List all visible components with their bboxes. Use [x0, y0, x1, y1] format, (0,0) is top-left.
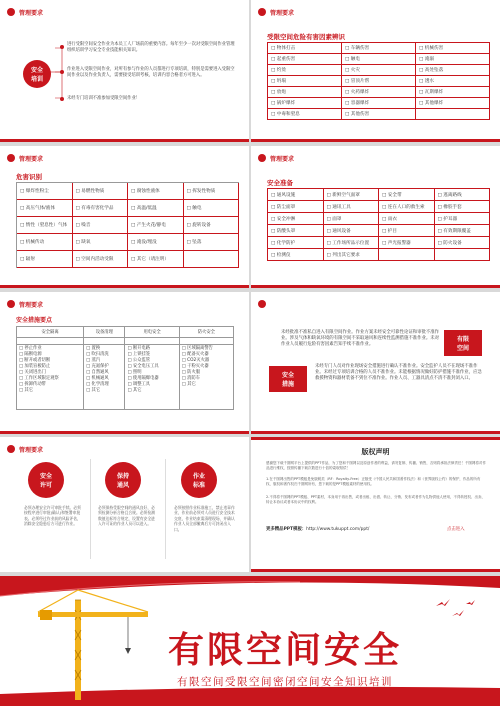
copyright-title: 版权声明 — [361, 448, 390, 456]
table-column-header: 安全隔离 — [17, 327, 84, 338]
confined-space-paragraph: 未经批准不准私自进入有限空间作业。作业方案未经安全可靠性论证和审批不准作业。涉及气体和缺氧环境的有限空间不采取通风和连续性监测措施不准作业。未对作业人员履行危险有害因素告知手续不准作业。 — [281, 330, 440, 348]
safety-preparation-cell: □ 橡胶手套 — [435, 201, 491, 213]
hazard-factor-cell: □ 淹溺 — [416, 54, 490, 65]
hazard-identification-cell: □ 坠落 — [184, 234, 240, 251]
bullet-dot-icon — [7, 300, 15, 308]
safety-preparation-cell: □ 连在人口的救生索 — [379, 201, 435, 213]
header-label: 管理要求 — [19, 446, 44, 454]
bullet-dot-icon — [258, 154, 266, 162]
slide-safety-measures — [0, 292, 249, 434]
safety-preparation-cell: □ 防尘面罩 — [268, 201, 324, 213]
hazard-identification-cell: □ 惰性（窒息性）气体 — [17, 217, 73, 234]
safety-preparation-cell: □ 雨衣 — [379, 213, 435, 225]
hazard-identification-cell: □ 爆炸性粉尘 — [17, 183, 73, 200]
more-templates-label: 更多精品PPT模板： — [266, 527, 307, 532]
safety-preparation-cell: □ 检测仪 — [268, 249, 324, 261]
hazard-factor-cell: □ 瓦斯爆炸 — [416, 87, 490, 98]
hazard-identification-cell: □ 淹没/埋没 — [128, 234, 184, 251]
slide-title: 受限空间危险有害因素辨识 — [267, 33, 345, 41]
safety-preparation-cell: □ 面罩 — [324, 213, 380, 225]
hazard-identification-cell: □ 机械传动 — [17, 234, 73, 251]
hazard-identification-cell: □ 挥发性物质 — [184, 183, 240, 200]
hazard-factor-cell: □ 火药爆炸 — [342, 87, 416, 98]
slide-cover — [0, 576, 500, 706]
slide-copyright — [251, 437, 500, 572]
ventilation-circle: 保持 通风 — [105, 462, 141, 498]
safety-preparation-cell: □ 逃离路线 — [435, 189, 491, 201]
header-label: 管理要求 — [19, 301, 44, 309]
slide-hazard-identification — [0, 146, 249, 288]
table-column-header: 设备清理 — [84, 327, 125, 338]
slide-title: 危害识别 — [16, 173, 42, 181]
header-label: 管理要求 — [19, 9, 44, 17]
training-item-3: 未经专门培训不准参加受限空间作业！ — [67, 96, 141, 101]
slide-header — [258, 5, 294, 19]
header-label: 管理要求 — [270, 155, 295, 163]
hazard-identification-cell: □ 其它（请注明） — [128, 251, 184, 268]
confined-space-badge: 有限 空间 — [444, 330, 482, 356]
safety-preparation-cell: □ 安全冲淋 — [268, 213, 324, 225]
hazard-identification-cell: □ 触电 — [184, 200, 240, 217]
safety-measures-table — [16, 326, 234, 410]
slide-title: 安全措施要点 — [16, 317, 53, 324]
safety-preparation-cell: □ 工作场所品示位置 — [324, 237, 380, 249]
bottom-bar — [0, 139, 249, 142]
safety-preparation-cell: □ 列出其它要求 — [324, 249, 380, 261]
hazard-identification-grid — [16, 182, 239, 268]
safety-preparation-cell: □ 护耳器 — [435, 213, 491, 225]
ventilation-text: 必须保持受限空间的通风良好，必须检测分析合格且合规。必须检测数值达标符合规定，设置有安全进入许可证的作业人员可以进入。 — [98, 505, 155, 527]
hazard-identification-cell: □ 缺氧 — [73, 234, 129, 251]
copyright-body: 感谢您下载千图网平台上提供的PPT作品，为了您和千图网以及原创作者的利益，请勿复制、传播、销售，否则将承担法律责任！千图网将对作品进行维权，按照传播下载次数进行十倍的索取赔偿！ — [266, 461, 486, 470]
bullet-dot-icon — [258, 8, 266, 16]
hazard-factor-cell: □ 其他爆炸 — [416, 98, 490, 109]
safety-preparation-cell: □ 通风设施 — [268, 189, 324, 201]
hazard-factor-cell: □ 起重伤害 — [268, 54, 342, 65]
work-standard-text: 必须按照作业标准施工，禁止违章作业，作业前必须对人员进行安全技术交底，作业结束需清理现场，并确认作业人员全部撤离后方可封闭出入口。 — [174, 505, 235, 532]
hazard-factor-cell: □ 坍塌 — [268, 76, 342, 87]
safety-preparation-cell: □ 通风设备 — [324, 225, 380, 237]
enter-link[interactable]: 点击进入 — [447, 527, 465, 532]
slide-safety-preparation — [251, 146, 500, 288]
safety-preparation-cell: □ 护目 — [379, 225, 435, 237]
slide-header — [258, 297, 270, 311]
slide-header — [258, 151, 294, 165]
birds-icon — [436, 599, 475, 616]
hazard-factor-cell — [416, 109, 490, 120]
copyright-clause-1: 1.在千图网出售的PPT模板是免版税类（RF：Royalty-Free）正版受《中国人民共和国著作权法》和《世界版权公约》的保护，作品的所有权、版权和著作权归千图网所有，您下载的是PPT模板素材的使用权。 — [266, 477, 481, 486]
hazard-identification-cell: □ 产生火花/静电 — [128, 217, 184, 234]
safety-measures-badge: 安全 措施 — [269, 366, 307, 392]
hazard-factor-cell: □ 触电 — [342, 54, 416, 65]
bullet-dot-icon — [60, 97, 64, 101]
hazard-factor-cell: □ 车辆伤害 — [342, 43, 416, 54]
hazard-factor-cell: □ 其他伤害 — [342, 109, 416, 120]
safety-preparation-cell: □ 化学防护 — [268, 237, 324, 249]
hazard-factor-cell: □ 高处坠落 — [416, 65, 490, 76]
hazard-identification-cell — [184, 251, 240, 268]
safety-preparation-cell: □ 防酸头罩 — [268, 225, 324, 237]
hazard-identification-cell: □ 辐射 — [17, 251, 73, 268]
table-cell: □ 断开电路 □ 上锁挂签 □ 公众监管 □ 安全电压工具 □ 照明 □ 使用隔爆电器 □ 调整工具 □ 其它 — [125, 345, 179, 410]
hazard-identification-cell: □ 旋转设备 — [184, 217, 240, 234]
bullet-dot-icon — [7, 445, 15, 453]
hazard-identification-cell: □ 空间内活动受限 — [73, 251, 129, 268]
bottom-bar — [251, 139, 500, 142]
table-cell: □ 停止作业 □ 隔断电源 □ 断开或者切断 □ 加装盲板防止 □ 关闭进出门 □ 工作区域限定观察 □ 拆卸传动带 □ 其它 — [17, 345, 84, 410]
bullet-dot-icon — [60, 45, 64, 49]
copyright-clause-2: 2.不得将千图网的PPT模板、PPT素材，本身用于再出售，或者出租、出借、转让、分销、发布或者作为礼物供他人使用，不得转授权、出卖、转让本协议或者本协议中的权利。 — [266, 495, 486, 504]
hazard-factor-cell: □ 中毒和窒息 — [268, 109, 342, 120]
safety-preparation-grid — [267, 188, 490, 261]
hazard-identification-cell: □ 高温/低温 — [128, 200, 184, 217]
slide-title: 安全准备 — [267, 179, 293, 187]
header-label: 管理要求 — [19, 155, 44, 163]
table-column-header: 防火安全 — [179, 327, 233, 338]
hazard-factor-cell: □ 锅炉爆炸 — [268, 98, 342, 109]
hazard-factor-grid — [267, 42, 490, 120]
slide-safety-training — [0, 0, 249, 142]
slide-header — [7, 297, 43, 311]
safety-permit-text: 必须办理安全许可审批手续。必须按程序进行审批(确认)和签署审批表。必须经过作业前的风险评估，消除安全隐患后方可进行作业。 — [24, 505, 81, 527]
safety-preparation-cell — [379, 249, 435, 261]
hazard-identification-cell: □ 有毒有害化学品 — [73, 200, 129, 217]
slide-hazard-factors — [251, 0, 500, 142]
training-item-2: 作业进入受限空间作业，对所有参与作业的人员都进行专项培训，特别是需要进入受限空间作业以及作业负责人，需要接受培训考核，培训内容合格者方可进入。 — [67, 67, 235, 78]
hazard-identification-cell: □ 易燃性物质 — [73, 183, 129, 200]
training-item-1: 进行受限空间安全作业为本员工人厂场前的重要内容。每年至少一次对受限空间作业管理组织培训学习安全专业技能相关知识。 — [67, 42, 235, 53]
table-column-header: 用电安全 — [125, 327, 179, 338]
bottom-bar — [251, 285, 500, 288]
safety-training-circle: 安全 培训 — [23, 60, 51, 88]
header-label: 管理要求 — [270, 9, 295, 17]
top-bar — [251, 437, 500, 440]
hazard-factor-cell: □ 容器爆炸 — [342, 98, 416, 109]
safety-permit-circle: 安全 许可 — [28, 462, 64, 498]
bullet-dot-icon — [7, 154, 15, 162]
bottom-bar — [251, 569, 500, 572]
more-templates-link[interactable]: http://www.tukuppt.com/ppt/ — [306, 527, 370, 532]
slide-header — [7, 442, 43, 456]
safety-preparation-cell: □ 防火设备 — [435, 237, 491, 249]
table-cell: □ 区域隔离警告 □ 配备灭火器 □ CO2灭火器 □ 干粉灭火器 □ 防火服 □ 消防车 □ 其它 — [179, 345, 233, 410]
safety-preparation-cell: □ 声光报警器 — [379, 237, 435, 249]
safety-preparation-cell — [435, 249, 491, 261]
hazard-factor-cell: □ 机械伤害 — [416, 43, 490, 54]
hazard-identification-cell: □ 高压气体/液体 — [17, 200, 73, 217]
safety-preparation-cell: □ 新鲜空气面罩 — [324, 189, 380, 201]
work-standard-circle: 作业 标准 — [181, 462, 217, 498]
safety-measures-paragraph: 未经专门人员对作业现场安全措施进行确认不准作业。安全监护人员不在现场不准作业。未经过专项培训合格的人员不准作业。未能根据情况做好防护措施不准作业，应急救援物资和器材装备不到位不准作业。作业人员、工器具清点不清不准封闭入口。 — [315, 364, 482, 382]
slide-header — [7, 151, 43, 165]
bullet-dot-icon — [258, 300, 266, 308]
cover-title: 有限空间安全 — [167, 630, 402, 671]
hazard-factor-cell: □ 透水 — [416, 76, 490, 87]
table-row — [17, 345, 234, 410]
slide-work-permit — [0, 437, 249, 572]
bottom-bar — [0, 285, 249, 288]
hazard-identification-cell: □ 噪音 — [73, 217, 129, 234]
hazard-factor-cell: □ 冒顶片帮 — [342, 76, 416, 87]
cover-subtitle: 有限空间受限空间密闭空间安全知识培训 — [177, 676, 393, 688]
table-cell: □ 置换 □ 吹扫清洗 □ 蒸汽 □ 充氮保护 □ 自然通风 □ 机械通风 □ 化学清理 □ 其它 — [84, 345, 125, 410]
hazard-factor-cell: □ 放炮 — [268, 87, 342, 98]
bullet-dot-icon — [60, 70, 64, 74]
hazard-factor-cell: □ 火灾 — [342, 65, 416, 76]
safety-preparation-cell: □ 通讯工具 — [324, 201, 380, 213]
safety-preparation-cell: □ 安全带 — [379, 189, 435, 201]
hazard-identification-cell: □ 腐蚀性液体 — [128, 183, 184, 200]
hazard-factor-cell: □ 灼烫 — [268, 65, 342, 76]
bottom-bar — [251, 431, 500, 434]
hazard-factor-cell: □ 物体打击 — [268, 43, 342, 54]
slide-prohibitions — [251, 292, 500, 434]
safety-preparation-cell: □ 有效期限覆盖 — [435, 225, 491, 237]
bottom-bar — [0, 431, 249, 434]
